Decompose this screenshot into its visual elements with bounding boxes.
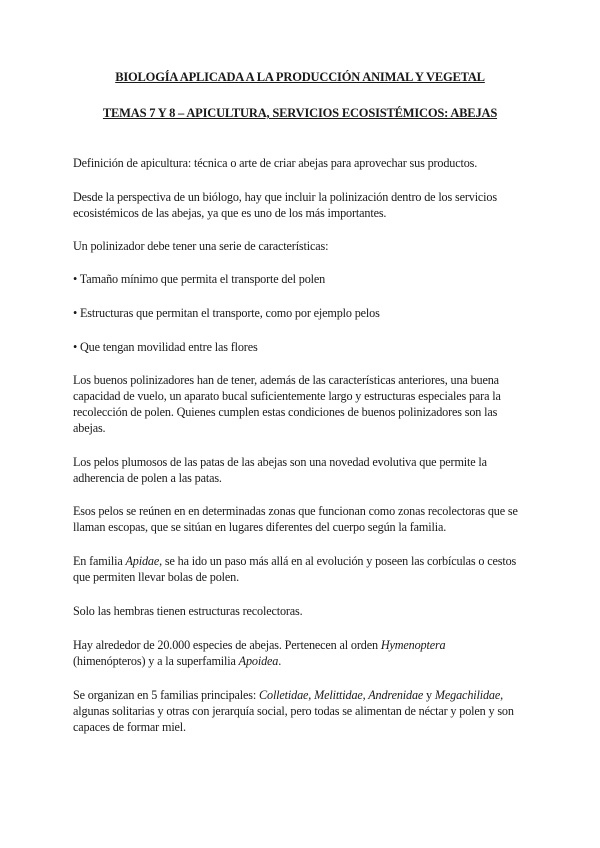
paragraph-line: Solo las hembras tienen estructuras recolectoras. — [73, 604, 303, 618]
text-run: Se organizan en 5 familias principales: — [73, 688, 260, 702]
paragraph-line: algunas solitarias y otras con jerarquía social, pero todas se alimentan de néctar y polen y son — [73, 704, 514, 718]
paragraph-line — [73, 637, 533, 653]
italic-taxon: Hymenoptera — [380, 638, 446, 652]
bullet-item: • Que tengan movilidad entre las flores — [73, 340, 258, 354]
paragraph-definition: Definición de apicultura: técnica o arte de criar abejas para aprovechar sus productos. — [73, 156, 478, 170]
paragraph-line: llaman escopas, que se sitúan en lugares diferentes del cuerpo según la familia. — [73, 520, 447, 534]
document-subtitle: TEMAS 7 Y 8 – APICULTURA, SERVICIOS ECOSISTÉMICOS: ABEJAS — [102, 106, 498, 120]
text-run: , se ha ido un paso más allá en al evolución y poseen las corbículas o cestos — [159, 554, 517, 568]
text-run: En familia — [73, 554, 126, 568]
paragraph-line: adherencia de polen a las patas. — [73, 471, 222, 485]
paragraph-line: Los buenos polinizadores han de tener, además de las características anteriores, una buena — [73, 373, 499, 387]
text-run: (himenópteros) y a la superfamilia — [73, 654, 239, 668]
paragraph-line: Los pelos plumosos de las patas de las abejas son una novedad evolutiva que permite la — [73, 455, 487, 469]
bullet-item: • Estructuras que permitan el transporte, como por ejemplo pelos — [73, 306, 380, 320]
paragraph-line: capacidad de vuelo, un aparato bucal suficientemente largo y estructuras especiales para la — [73, 389, 501, 403]
paragraph-line: que permiten llevar bolas de polen. — [73, 570, 239, 584]
text-run: . — [278, 654, 282, 668]
bullet-item: • Tamaño mínimo que permita el transporte del polen — [73, 272, 326, 286]
italic-taxon: Apidae — [125, 554, 160, 568]
document-title: BIOLOGÍA APLICADA A LA PRODUCCIÓN ANIMAL Y VEGETAL — [115, 70, 485, 84]
paragraph-line: abejas. — [73, 421, 106, 435]
paragraph-line: capaces de formar miel. — [73, 720, 186, 734]
italic-taxon: Colletidae, Melittidae, Andrenidae — [259, 688, 424, 702]
text-run: y — [423, 688, 435, 702]
paragraph-line: Desde la perspectiva de un biólogo, hay que incluir la polinización dentro de los servicios — [73, 190, 497, 204]
paragraph-line: Esos pelos se reúnen en en determinadas zonas que funcionan como zonas recolectoras que se — [73, 504, 518, 518]
italic-taxon: Megachilidae — [434, 688, 501, 702]
paragraph-line — [73, 687, 533, 703]
text-run: , — [500, 688, 504, 702]
paragraph-line: ecosistémicos de las abejas, ya que es uno de los más importantes. — [73, 206, 387, 220]
paragraph-line — [73, 653, 533, 669]
paragraph-line: recolección de polen. Quienes cumplen estas condiciones de buenos polinizadores son las — [73, 405, 498, 419]
italic-taxon: Apoidea — [238, 654, 279, 668]
paragraph-line: Un polinizador debe tener una serie de características: — [73, 239, 329, 253]
text-run: Hay alrededor de 20.000 especies de abejas. Pertenecen al orden — [73, 638, 381, 652]
paragraph-line — [73, 553, 533, 569]
